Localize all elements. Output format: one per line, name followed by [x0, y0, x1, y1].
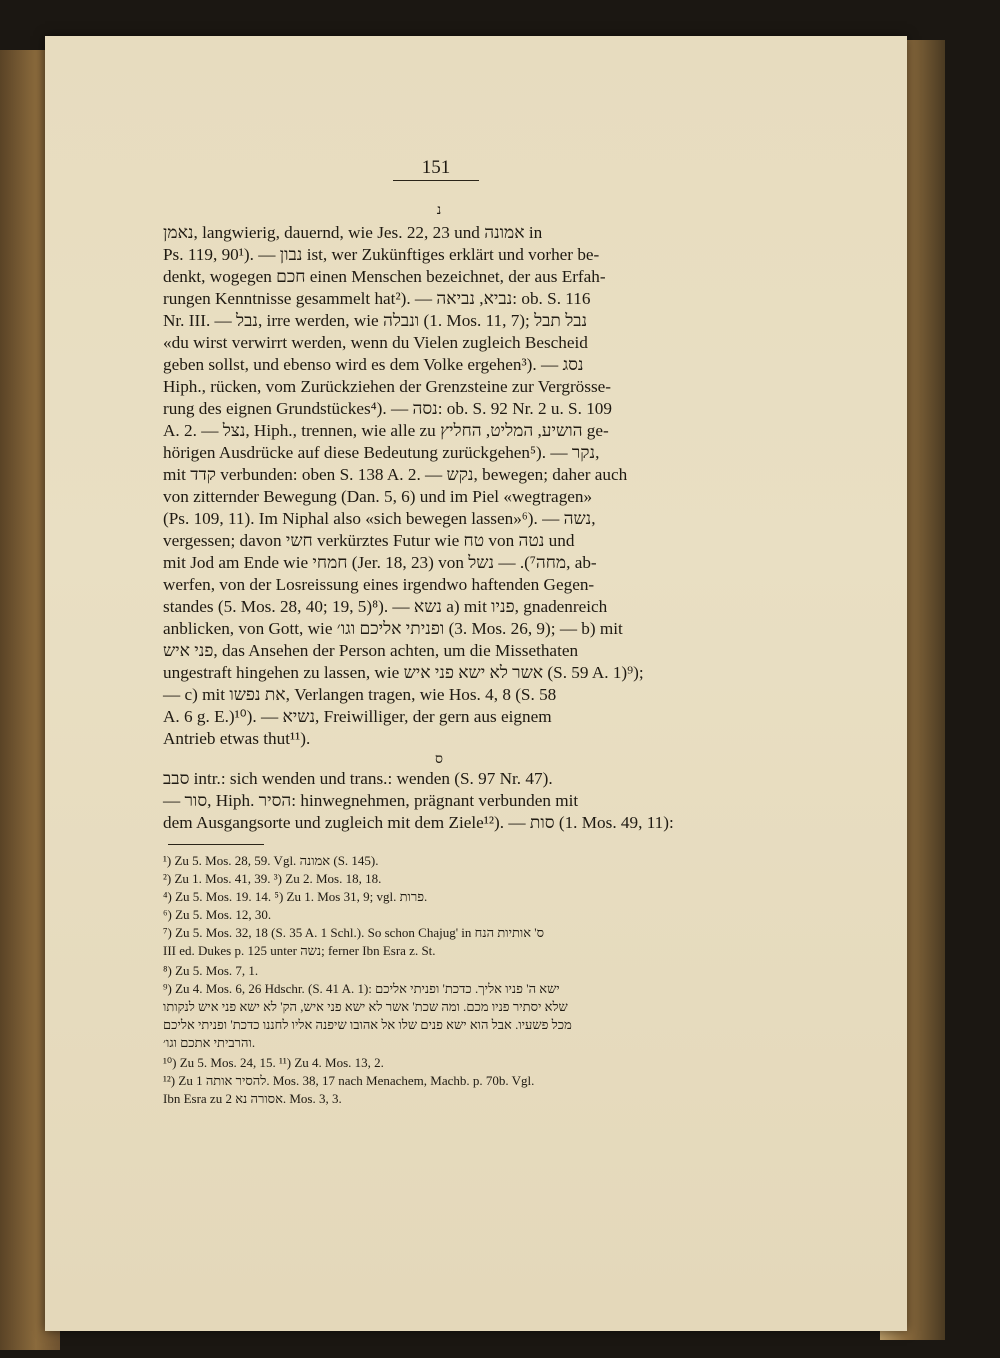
body-line: werfen, von der Losreissung eines irgendwo haftenden Gegen-	[163, 575, 595, 594]
footnote-line: ⁴) Zu 5. Mos. 19. 14. ⁵) Zu 1. Mos 31, 9; vgl. פרות.	[163, 889, 428, 904]
body-line: dem Ausgangsorte und zugleich mit dem Ziele¹²). — סות (1. Mos. 49, 11):	[163, 813, 674, 832]
body-line: Ps. 119, 90¹). — נבון ist, wer Zukünftiges erklärt und vorher be-	[163, 245, 600, 264]
body-line: — סור, Hiph. הסיר: hinwegnehmen, prägnant verbunden mit	[163, 791, 579, 810]
body-line: geben sollst, und ebenso wird es dem Volke ergehen³). — נסג	[163, 355, 584, 374]
body-line: «du wirst verwirrt werden, wenn du Vielen zugleich Bescheid	[163, 333, 588, 352]
footnote-line: ⁷) Zu 5. Mos. 32, 18 (S. 35 A. 1 Schl.). So schon Chajug' in ס' אותיות הנח	[163, 925, 545, 940]
body-line: A. 2. — נצל, Hiph., trennen, wie alle zu הושיע, המליט, החליץ ge-	[163, 421, 609, 440]
body-line: Hiph., rücken, vom Zurückziehen der Grenzsteine zur Vergrösse-	[163, 377, 611, 396]
body-line: mit קדד verbunden: oben S. 138 A. 2. — נקש, bewegen; daher auch	[163, 465, 628, 484]
body-line: Nr. III. — נבל, irre werden, wie ונבלה (1. Mos. 11, 7); נבל תבל	[163, 311, 588, 330]
section-letter-nun: נ	[436, 203, 442, 218]
footnote-line: ¹) Zu 5. Mos. 28, 59. Vgl. אמונה (S. 145).	[163, 853, 379, 868]
body-line: A. 6 g. E.)¹⁰). — נשיא, Freiwilliger, der gern aus eignem	[163, 707, 552, 726]
footnote-rule	[168, 844, 264, 845]
footnote-line: ⁸) Zu 5. Mos. 7, 1.	[163, 963, 259, 978]
footnote-line: ¹⁰) Zu 5. Mos. 24, 15. ¹¹) Zu 4. Mos. 13, 2.	[163, 1055, 384, 1070]
body-line: סבב intr.: sich wenden und trans.: wenden (S. 97 Nr. 47).	[163, 769, 553, 788]
footnote-line: ⁹) Zu 4. Mos. 6, 26 Hdschr. (S. 41 A. 1): ישא ה' פניו אליך. כדכת' ופניתי אליכם	[163, 981, 560, 996]
body-line: mit Jod am Ende wie חמחי (Jer. 18, 23) von מחה⁷). — נשל, ab-	[163, 553, 597, 572]
footnote-line: III ed. Dukes p. 125 unter נשה; ferner Ibn Esra z. St.	[163, 943, 436, 958]
body-line: ungestraft hingehen zu lassen, wie אשר לא ישא פני איש (S. 59 A. 1)⁹);	[163, 663, 644, 682]
body-line: נאמן, langwierig, dauernd, wie Jes. 22, 23 und אמונה in	[163, 223, 543, 242]
body-line: standes (5. Mos. 28, 40; 19, 5)⁸). — נשא a) mit פניו, gnadenreich	[163, 597, 608, 616]
body-line: von zitternder Bewegung (Dan. 5, 6) und im Piel «wegtragen»	[163, 487, 593, 506]
footnote-line: והרביתי אתכם וגו׳.	[163, 1035, 256, 1050]
body-line: rung des eignen Grundstückes⁴). — נסה: ob. S. 92 Nr. 2 u. S. 109	[163, 399, 612, 418]
footnote-line: ⁶) Zu 5. Mos. 12, 30.	[163, 907, 272, 922]
body-line: hörigen Ausdrücke auf diese Bedeutung zurückgehen⁵). — נקר,	[163, 443, 600, 462]
page-number-rule	[393, 180, 479, 181]
footnote-line: מכל פשעיו. אבל הוא ישא פנים שלו אל אהובו שיפנה אליו לחננו כדכת' ופניתי אליכם	[163, 1017, 572, 1032]
section-letter-samekh: ס	[435, 752, 443, 767]
footnote-line: שלא יסתיר פניו מכם. ומה שכת' אשר לא ישא פני איש, הק' לא ישא פני איש לנקותו	[163, 999, 568, 1014]
body-line: anblicken, von Gott, wie ופניתי אליכם וגו׳ (3. Mos. 26, 9); — b) mit	[163, 619, 623, 638]
body-line: rungen Kenntnisse gesammelt hat²). — נביא, נביאה: ob. S. 116	[163, 289, 591, 308]
footnote-line: ¹²) Zu להסיר אותה 1. Mos. 38, 17 nach Menachem, Machb. p. 70b. Vgl.	[163, 1073, 535, 1088]
page-number: 151	[421, 157, 451, 178]
body-line: Antrieb etwas thut¹¹).	[163, 729, 311, 748]
footnote-line: ²) Zu 1. Mos. 41, 39. ³) Zu 2. Mos. 18, 18.	[163, 871, 382, 886]
body-line: פני איש, das Ansehen der Person achten, um die Missethaten	[163, 641, 579, 660]
body-line: — c) mit את נפשו, Verlangen tragen, wie Hos. 4, 8 (S. 58	[163, 685, 557, 704]
body-line: vergessen; davon חשי verkürztes Futur wie טח von נטה und	[163, 531, 575, 550]
body-line: denkt, wogegen חכם einen Menschen bezeichnet, der aus Erfah-	[163, 267, 606, 286]
body-line: (Ps. 109, 11). Im Niphal also «sich bewegen lassen»⁶). — נשה,	[163, 509, 596, 528]
footnote-line: Ibn Esra zu אסורה נא 2. Mos. 3, 3.	[163, 1091, 342, 1106]
